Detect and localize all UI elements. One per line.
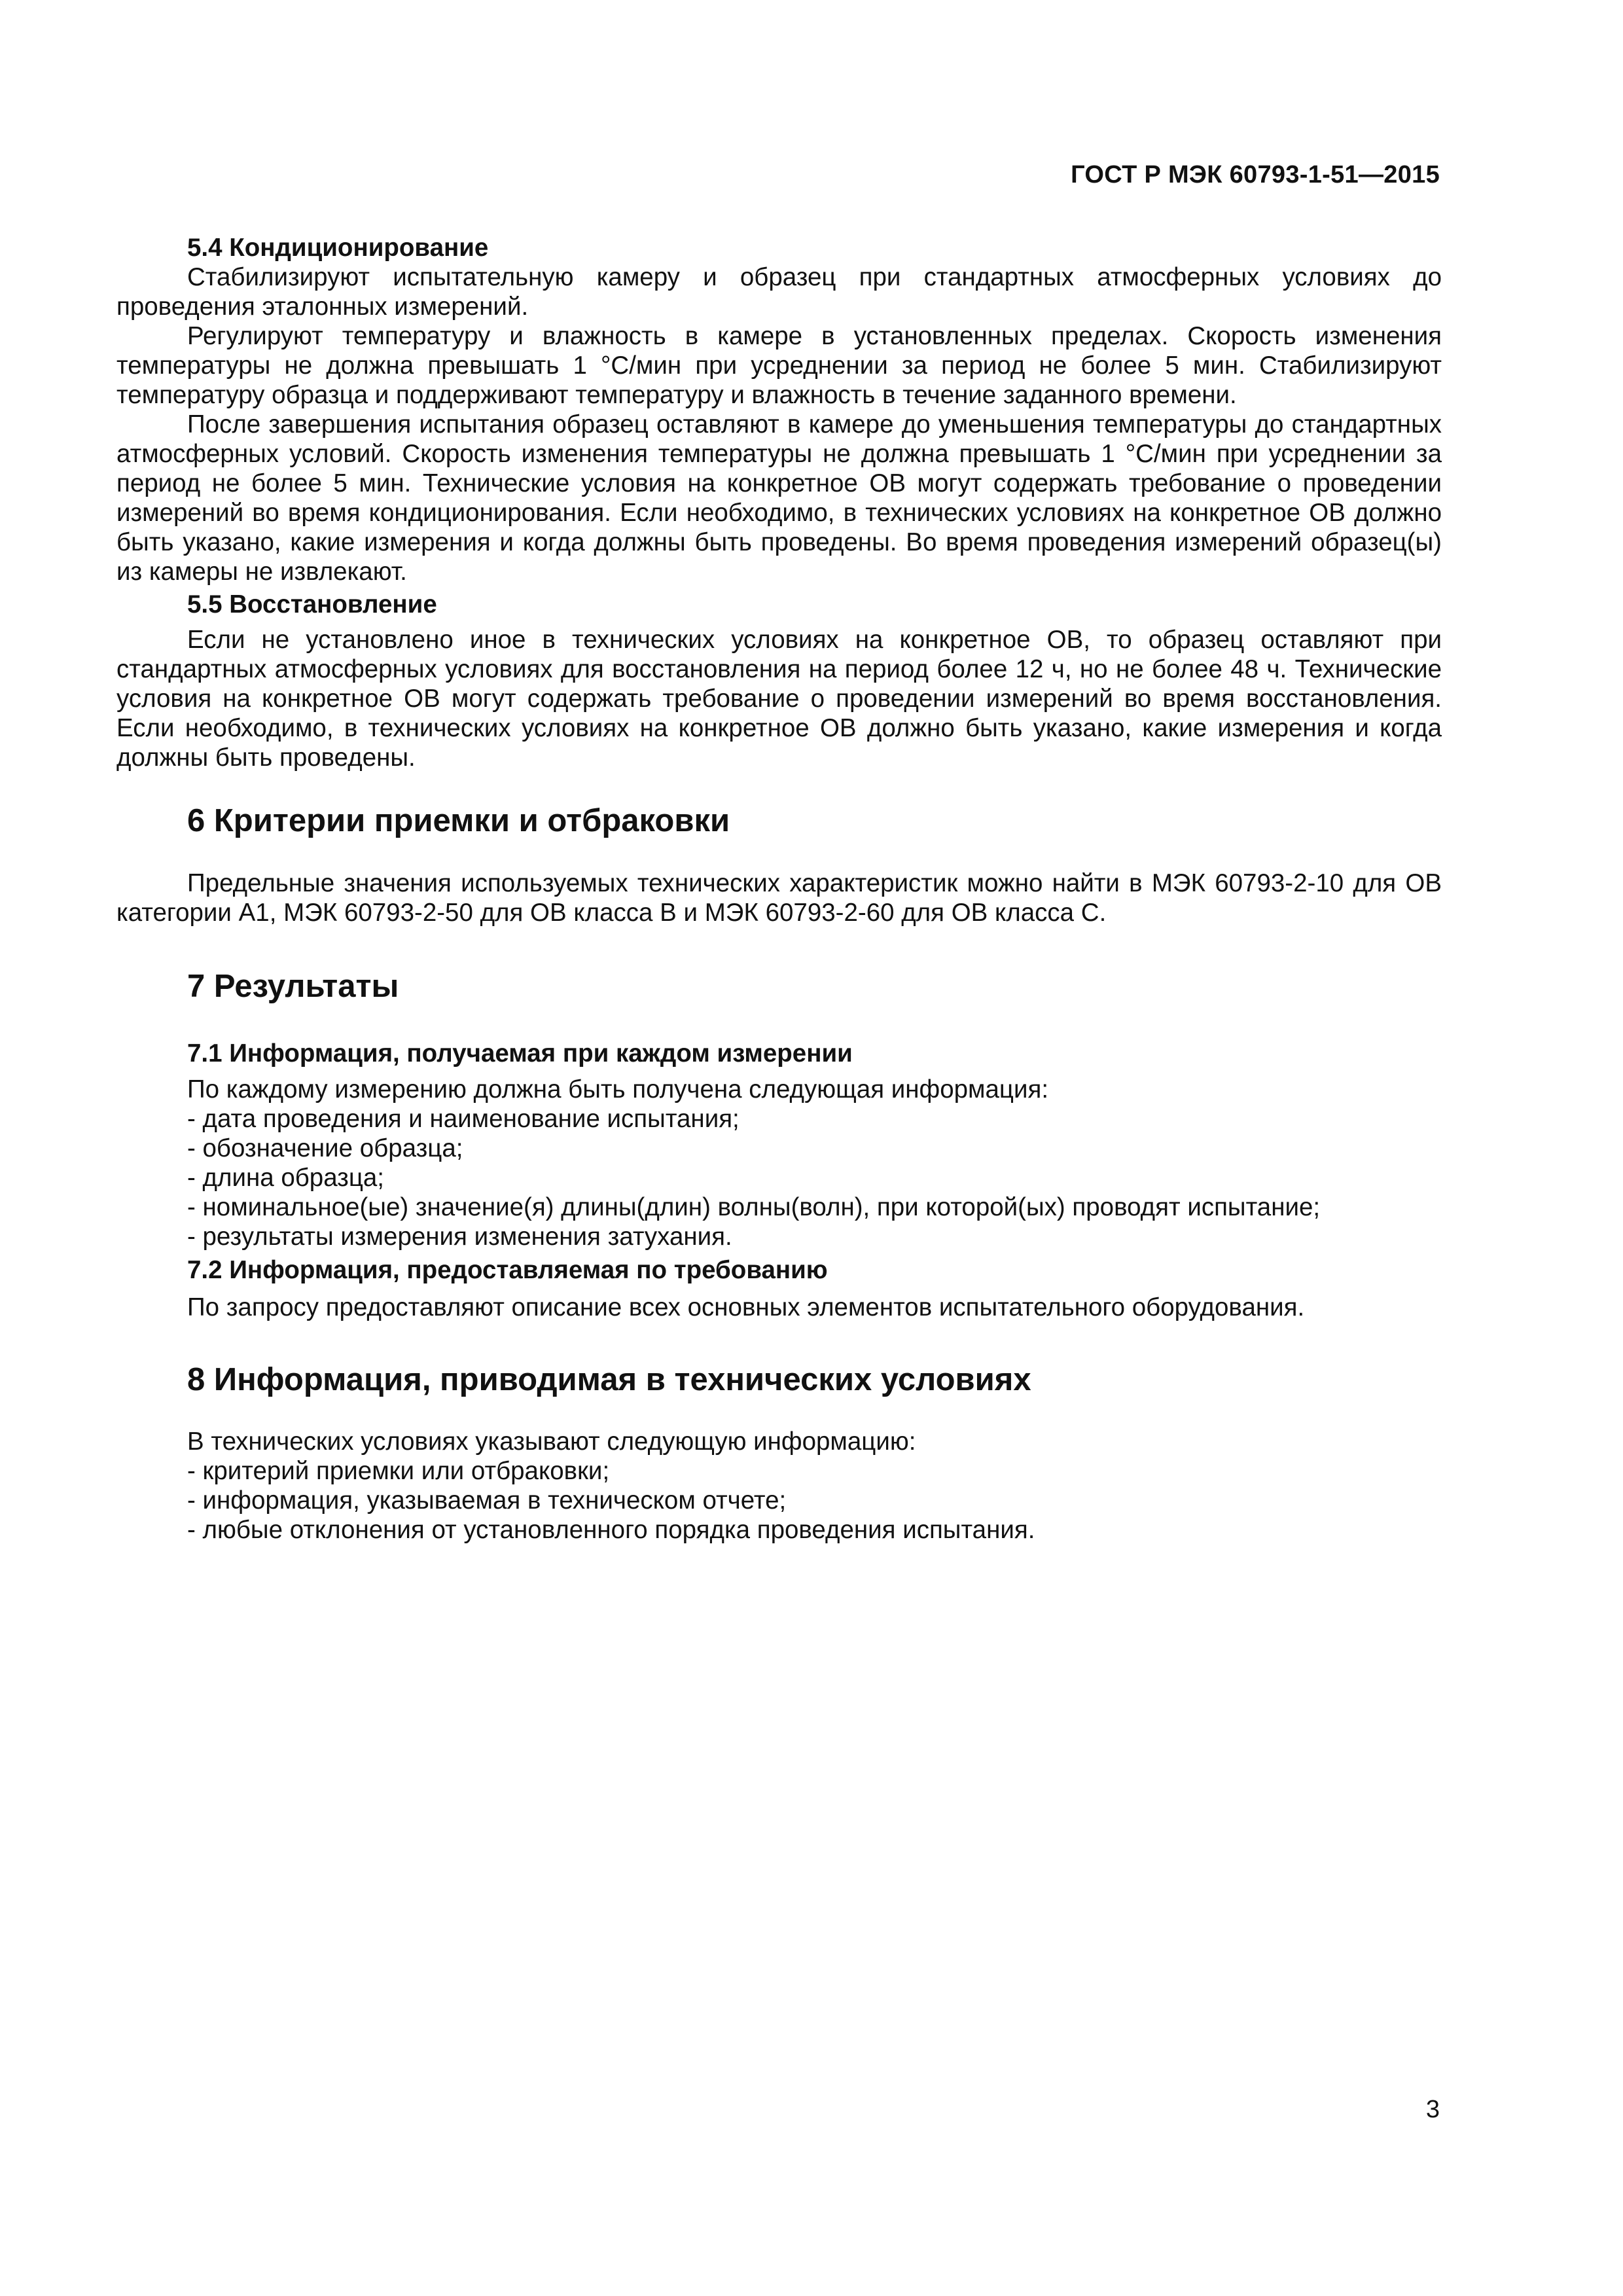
section-7-1-title: 7.1 Информация, получаемая при каждом измерении	[187, 1039, 853, 1067]
section-8-title: 8 Информация, приводимая в технических условиях	[187, 1362, 1031, 1397]
section-8-intro: В технических условиях указывают следующую информацию:	[187, 1427, 916, 1456]
list-item: - дата проведения и наименование испытания;	[187, 1105, 740, 1133]
section-5-4-paragraph-1: Стабилизируют испытательную камеру и образец при стандартных атмосферных условиях до проведения эталонных измерений.	[116, 263, 1442, 321]
list-item: - результаты измерения изменения затухания.	[187, 1223, 732, 1251]
list-item: - обозначение образца;	[187, 1134, 463, 1162]
section-5-4-paragraph-2: Регулируют температуру и влажность в камере в установленных пределах. Скорость изменения температуры не должна превышать 1 °С/мин при усреднении за период не более 5 мин. Стабилизируют температуру образца и поддерживают температуру и влажность в течение заданного времени.	[116, 322, 1442, 409]
section-5-4-title: 5.4 Кондиционирование	[187, 234, 489, 262]
page-number: 3	[1425, 2096, 1440, 2123]
section-5-5-title: 5.5 Восстановление	[187, 590, 437, 619]
section-7-2-title: 7.2 Информация, предоставляемая по требованию	[187, 1256, 828, 1284]
list-item: - критерий приемки или отбраковки;	[187, 1457, 610, 1485]
document-code: ГОСТ Р МЭК 60793-1-51—2015	[1071, 161, 1440, 188]
section-5-5-paragraph-1: Если не установлено иное в технических условиях на конкретное ОВ, то образец оставляют при стандартных атмосферных условиях для восстановления на период более 12 ч, но не более 48 ч. Технические условия на конкретное ОВ могут содержать требование о проведении измерений во время восстановления. Если необходимо, в технических условиях на конкретное ОВ должно быть указано, какие измерения и когда должны быть проведены.	[116, 626, 1442, 772]
section-6-paragraph-1: Предельные значения используемых технических характеристик можно найти в МЭК 60793-2-10 для ОВ категории А1, МЭК 60793-2-50 для ОВ класса В и МЭК 60793-2-60 для ОВ класса С.	[116, 869, 1442, 927]
page-content	[116, 233, 1442, 1545]
section-7-2-paragraph-1: По запросу предоставляют описание всех основных элементов испытательного оборудования.	[187, 1293, 1305, 1321]
list-item: - любые отклонения от установленного порядка проведения испытания.	[187, 1516, 1035, 1544]
list-item: - номинальное(ые) значение(я) длины(длин) волны(волн), при которой(ых) проводят испытание;	[187, 1193, 1321, 1221]
section-6-title: 6 Критерии приемки и отбраковки	[187, 803, 730, 838]
section-7-title: 7 Результаты	[187, 969, 399, 1004]
section-7-1-intro: По каждому измерению должна быть получена следующая информация:	[187, 1075, 1049, 1103]
list-item: - длина образца;	[187, 1164, 384, 1192]
section-5-4-paragraph-3: После завершения испытания образец оставляют в камере до уменьшения температуры до стандартных атмосферных условий. Скорость изменения температуры не должна превышать 1 °С/мин при усреднении за период не более 5 мин. Технические условия на конкретное ОВ могут содержать требование о проведении измерений во время кондиционирования. Если необходимо, в технических условиях на конкретное ОВ должно быть указано, какие измерения и когда должны быть проведены. Во время проведения измерений образец(ы) из камеры не извлекают.	[116, 410, 1442, 586]
list-item: - информация, указываемая в техническом отчете;	[187, 1486, 787, 1515]
